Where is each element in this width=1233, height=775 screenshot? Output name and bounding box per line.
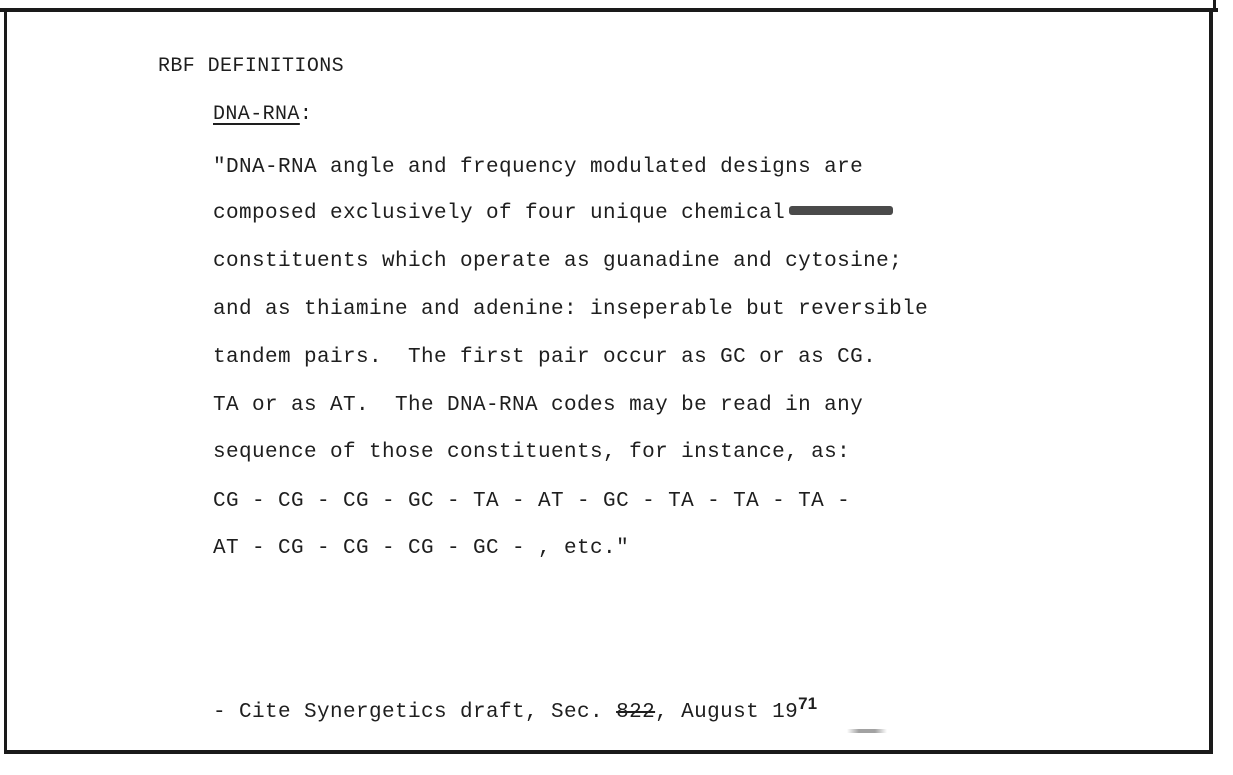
term-heading [213, 103, 312, 127]
quote-line-7: sequence of those constituents, for instance, as: [213, 441, 851, 464]
ink-smudge [847, 729, 887, 733]
redacted-word-mark [789, 206, 893, 215]
quote-line-5: tandem pairs. The first pair occur as GC or as CG. [213, 346, 877, 369]
citation-middle: , August 19 [655, 701, 799, 724]
quote-line-1: "DNA-RNA angle and frequency modulated designs are [213, 156, 864, 179]
citation-prefix: - Cite Synergetics draft, Sec. [213, 701, 604, 724]
quote-line-2 [213, 202, 893, 226]
citation-line [213, 694, 818, 725]
quote-line-9: AT - CG - CG - CG - GC - , etc." [213, 537, 630, 560]
quote-line-3: constituents which operate as guanadine and cytosine; [213, 250, 903, 273]
right-edge-tick [1213, 0, 1216, 12]
struck-section-number: 822 [616, 701, 656, 724]
quote-line-6: TA or as AT. The DNA-RNA codes may be read in any [213, 394, 864, 417]
term-colon: : [299, 103, 313, 126]
term-label: DNA-RNA [213, 103, 300, 126]
quote-line-2-text: composed exclusively of four unique chemical [213, 202, 786, 225]
quote-line-8: CG - CG - CG - GC - TA - AT - GC - TA - TA - TA - [213, 490, 851, 513]
section-heading: RBF DEFINITIONS [158, 55, 345, 78]
quote-line-4: and as thiamine and adenine: inseperable but reversible [213, 298, 929, 321]
document-frame [4, 10, 1213, 754]
handwritten-year-suffix: 71 [798, 694, 818, 713]
